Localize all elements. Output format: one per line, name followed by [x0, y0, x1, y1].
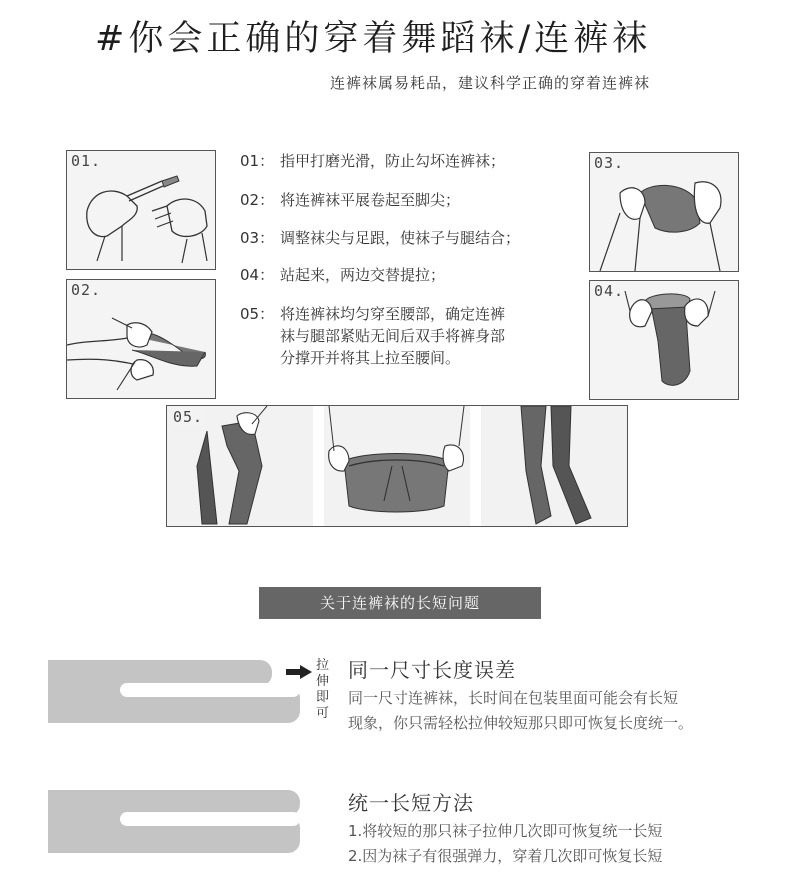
step-text: 袜与腿部紧贴无间后双手将裤身部 [280, 327, 506, 345]
step-text: 站起来，两边交替提拉； [280, 266, 446, 284]
step-02 [240, 189, 460, 211]
step-03 [240, 227, 520, 249]
step-photo-04 [589, 280, 739, 400]
photo-number: 04. [594, 282, 625, 300]
step-04 [240, 264, 445, 286]
equal-length-divider [120, 812, 300, 826]
step-number: 04： [240, 266, 275, 284]
right-arrow-icon [286, 664, 312, 683]
length-diff-divider [120, 683, 300, 697]
step-01 [240, 150, 505, 172]
page-title: #你会正确的穿着舞蹈袜/连裤袜 [95, 19, 652, 59]
photo-panel-3 [481, 406, 627, 526]
photo-number: 05. [173, 408, 204, 426]
finished-legs-illustration [481, 406, 627, 526]
tip2-heading: 统一长短方法 [348, 791, 474, 815]
step-number: 02： [240, 191, 275, 209]
tip1-line: 同一尺寸连裤袜，长时间在包装里面可能会有长短 [348, 689, 679, 707]
waist-fitting-illustration [324, 406, 470, 526]
step-text: 将连裤袜平展卷起至脚尖； [280, 191, 461, 209]
section-banner: 关于连裤袜的长短问题 [259, 587, 541, 619]
tip1-line: 现象，你只需轻松拉伸较短那只即可恢复长度统一。 [348, 714, 694, 732]
tip1-heading: 同一尺寸长度误差 [348, 658, 516, 682]
tip2-line: 2.因为袜子有很强弹力，穿着几次即可恢复长短 [348, 847, 663, 865]
step-text: 将连裤袜均匀穿至腰部，确定连裤 [280, 305, 506, 323]
step-number: 01： [240, 152, 275, 170]
photo-panel-2 [324, 406, 470, 526]
photo-number: 01. [71, 152, 102, 170]
step-photo-03 [589, 152, 739, 272]
tip2-line: 1.将较短的那只袜子拉伸几次即可恢复统一长短 [348, 822, 663, 840]
step-photo-01 [66, 150, 216, 270]
stretch-label: 拉伸即可 [316, 658, 330, 721]
step-text: 调整袜尖与足跟，使袜子与腿结合； [280, 229, 521, 247]
step-number: 03： [240, 229, 275, 247]
page-subtitle: 连裤袜属易耗品，建议科学正确的穿着连裤袜 [330, 74, 651, 92]
step-05 [240, 303, 505, 369]
step-text: 分撑开并将其上拉至腰间。 [280, 349, 461, 367]
photo-number: 02. [71, 281, 102, 299]
photo-number: 03. [594, 154, 625, 172]
step-photo-05 [166, 405, 628, 527]
step-number: 05： [240, 305, 275, 323]
step-text: 指甲打磨光滑，防止勾坏连裤袜； [280, 152, 506, 170]
step-photo-02 [66, 279, 216, 399]
